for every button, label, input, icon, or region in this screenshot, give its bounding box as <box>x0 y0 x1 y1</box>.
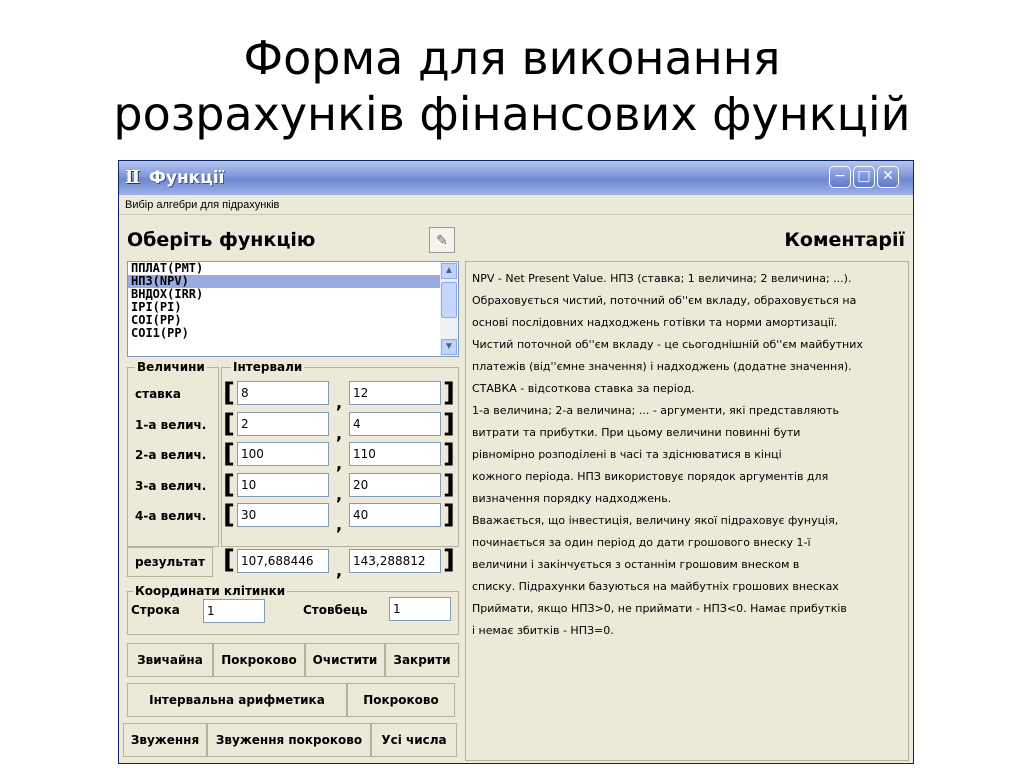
title-bar[interactable] <box>119 161 913 195</box>
scroll-up-icon[interactable]: ▲ <box>441 263 457 279</box>
bracket-open: [ <box>223 409 235 439</box>
all-numbers-button[interactable]: Усі числа <box>371 723 457 757</box>
comment-line: витрати та прибутки. При цьому величини повинні бути <box>472 426 801 439</box>
value4-low-input[interactable]: 30 <box>237 503 329 527</box>
result-high-output[interactable]: 143,288812 <box>349 549 441 573</box>
col-coord-input[interactable]: 1 <box>389 597 451 621</box>
rate-low-input[interactable]: 8 <box>237 381 329 405</box>
comma: , <box>336 561 343 580</box>
comments-text-area[interactable] <box>465 261 909 761</box>
bracket-close: ] <box>443 439 455 469</box>
value2-low-input[interactable]: 100 <box>237 442 329 466</box>
bracket-close: ] <box>443 470 455 500</box>
comma: , <box>336 515 343 534</box>
rate-high-input[interactable]: 12 <box>349 381 441 405</box>
narrowing-step-button[interactable]: Звуження покроково <box>207 723 371 757</box>
bracket-close: ] <box>443 409 455 439</box>
slide-title-line1: Форма для виконання <box>243 31 781 85</box>
value1-high-input[interactable]: 4 <box>349 412 441 436</box>
choose-function-title: Оберіть функцію <box>127 229 316 251</box>
result-low-output[interactable]: 107,688446 <box>237 549 329 573</box>
functions-window <box>118 160 914 764</box>
values-group-label: Величини <box>137 360 205 374</box>
cell-coords-label: Координати клітинки <box>135 584 286 598</box>
comments-title: Коментарії <box>784 229 905 251</box>
comment-line: величини і закінчується з останнім грошовим внеском в <box>472 558 800 571</box>
value4-high-input[interactable]: 40 <box>349 503 441 527</box>
scroll-down-icon[interactable]: ▼ <box>441 339 457 355</box>
minimize-button[interactable]: − <box>829 166 851 188</box>
scroll-thumb[interactable] <box>441 282 457 318</box>
close-button[interactable]: Закрити <box>385 643 459 677</box>
comment-line: рівномірно розподілені в часі та здіснюватися в кінці <box>472 448 782 461</box>
bracket-open: [ <box>223 439 235 469</box>
comment-line: Чистий поточной об''єм вкладу - це сьогоднішній об''єм майбутних <box>472 338 863 351</box>
comma: , <box>336 485 343 504</box>
value1-low-input[interactable]: 2 <box>237 412 329 436</box>
function-item-pp1[interactable]: COI1(PP) <box>131 326 189 340</box>
window-title: Функції <box>149 168 225 188</box>
comment-line: Вважається, що інвестиція, величину якої підраховує фунуція, <box>472 514 839 527</box>
function-item-irr[interactable]: ВНДОХ(IRR) <box>131 287 204 301</box>
comment-line: платежів (від''ємне значення) і надходжень (додатне значення). <box>472 360 852 373</box>
bracket-open: [ <box>223 378 235 408</box>
comma: , <box>336 393 343 412</box>
function-list[interactable] <box>127 261 459 357</box>
comment-line: 1-а величина; 2-а величина; ... - аргументи, які представляють <box>472 404 839 417</box>
close-window-button[interactable]: ✕ <box>877 166 899 188</box>
function-item-npv[interactable]: НПЗ(NPV) <box>128 275 458 288</box>
comment-line: СТАВКА - відсоткова ставка за період. <box>472 382 695 395</box>
slide-title <box>0 30 1024 142</box>
bracket-open: [ <box>223 545 235 575</box>
comment-line: списку. Підрахунки базуються на майбутніх грошових внесках <box>472 580 839 593</box>
comment-line: кожного періода. НПЗ використовує порядок аргументів для <box>472 470 829 483</box>
comment-line: Приймати, якщо НПЗ>0, не приймати - НПЗ<0. Намає прибутків <box>472 602 847 615</box>
value3-low-input[interactable]: 10 <box>237 473 329 497</box>
function-item-pi[interactable]: IPI(PI) <box>131 300 182 314</box>
right-panel <box>465 221 911 761</box>
app-icon: Ⅱ <box>125 167 141 188</box>
narrowing-button[interactable]: Звуження <box>123 723 207 757</box>
interval-step-button[interactable]: Покроково <box>347 683 455 717</box>
function-item-pp[interactable]: COI(PP) <box>131 313 182 327</box>
bracket-open: [ <box>223 500 235 530</box>
bracket-open: [ <box>223 470 235 500</box>
step-button[interactable]: Покроково <box>213 643 305 677</box>
comment-line: Обраховується чистий, поточний об''єм вкладу, обраховується на <box>472 294 857 307</box>
bracket-close: ] <box>443 378 455 408</box>
intervals-group-label: Інтервали <box>233 360 303 374</box>
comment-line: NPV - Net Present Value. НПЗ (ставка; 1 величина; 2 величина; ...). <box>472 272 852 285</box>
row-coord-input[interactable]: 1 <box>203 599 265 623</box>
function-list-scrollbar[interactable] <box>440 262 458 356</box>
comment-line: починається за один період до дати грошового внеску 1-ї <box>472 536 811 549</box>
left-panel <box>123 221 463 761</box>
comma: , <box>336 454 343 473</box>
comma: , <box>336 424 343 443</box>
result-label: результат <box>127 547 213 577</box>
row-label-value4: 4-а велич. <box>135 509 207 523</box>
row-coord-label: Строка <box>131 603 180 617</box>
menu-algebra-choice[interactable]: Вибір алгебри для підрахунків <box>119 195 913 215</box>
comment-line: основі послідовних надходжень готівки та норми амортизації. <box>472 316 838 329</box>
function-item-pmt[interactable]: ППЛАТ(PMT) <box>131 261 204 275</box>
comment-line: і немає збитків - НПЗ=0. <box>472 624 614 637</box>
normal-button[interactable]: Звичайна <box>127 643 213 677</box>
maximize-button[interactable]: □ <box>853 166 875 188</box>
col-coord-label: Стовбець <box>303 603 368 617</box>
book-icon[interactable]: ✎ <box>429 227 455 253</box>
interval-arithmetic-button[interactable]: Інтервальна арифметика <box>127 683 347 717</box>
clear-button[interactable]: Очистити <box>305 643 385 677</box>
row-label-value1: 1-а велич. <box>135 418 207 432</box>
value2-high-input[interactable]: 110 <box>349 442 441 466</box>
bracket-close: ] <box>443 545 455 575</box>
value3-high-input[interactable]: 20 <box>349 473 441 497</box>
comment-line: визначення порядку надходжень. <box>472 492 672 505</box>
bracket-close: ] <box>443 500 455 530</box>
row-label-value3: 3-а велич. <box>135 479 207 493</box>
slide-title-line2: розрахунків фінансових функцій <box>113 87 911 141</box>
row-label-rate: ставка <box>135 387 182 401</box>
row-label-value2: 2-а велич. <box>135 448 207 462</box>
